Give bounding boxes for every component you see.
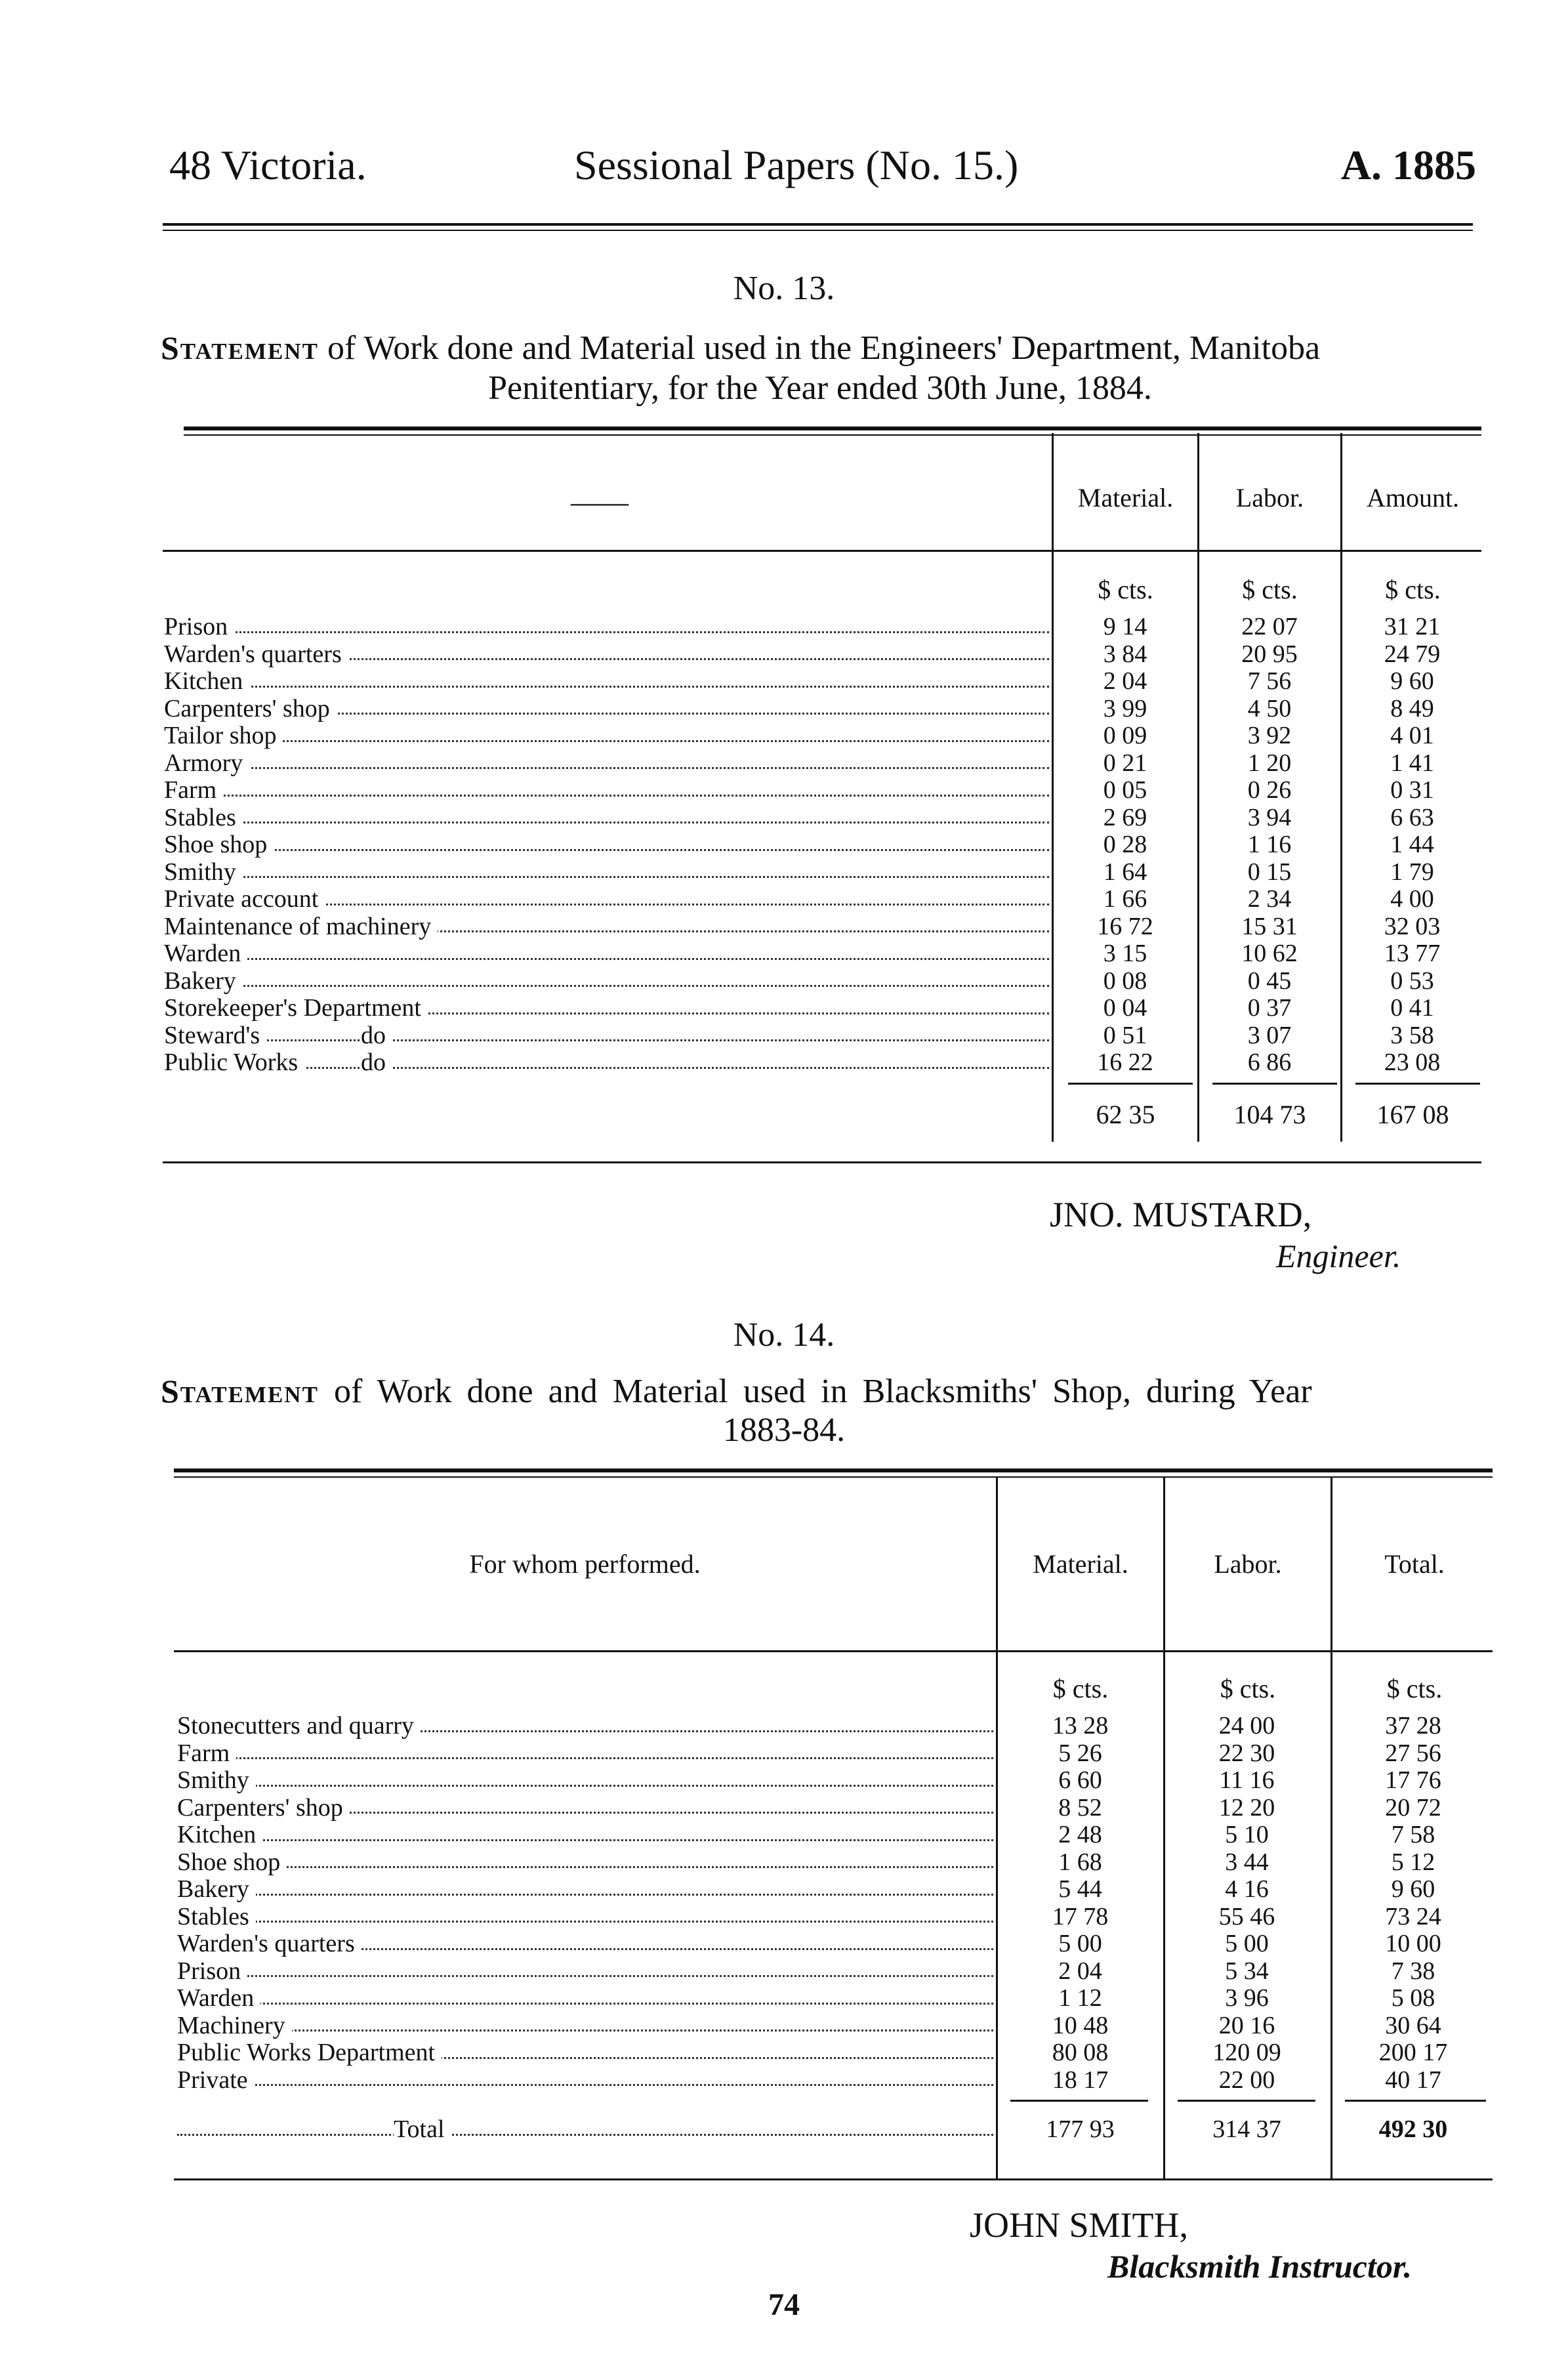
table-row bbox=[177, 1767, 1496, 1795]
table-row bbox=[177, 1822, 1496, 1849]
cell-material: 16 22 bbox=[1097, 1049, 1153, 1076]
cell-labor: 55 46 bbox=[1218, 1902, 1275, 1930]
table-row bbox=[164, 859, 1483, 886]
cell-amount: 32 03 bbox=[1384, 912, 1441, 940]
table14-bottom-rule bbox=[174, 2178, 1493, 2180]
table13-stub-mark: —— bbox=[571, 486, 629, 518]
cell-material: 5 44 bbox=[1058, 1875, 1102, 1903]
row-label: Farm bbox=[177, 1740, 997, 1768]
cell-amount: 31 21 bbox=[1384, 613, 1441, 640]
table-row bbox=[164, 614, 1483, 641]
cell-material: 9 14 bbox=[1103, 613, 1147, 640]
cell-labor: 10 62 bbox=[1241, 940, 1298, 967]
statement13-signature-title: Engineer. bbox=[1276, 1238, 1401, 1274]
cell-material: 0 08 bbox=[1103, 967, 1147, 995]
table-row bbox=[177, 1958, 1496, 1986]
table14-top-rule-thin bbox=[174, 1476, 1493, 1478]
cell-amount: 3 58 bbox=[1390, 1021, 1434, 1049]
cell-amount: 0 53 bbox=[1390, 967, 1434, 995]
cell-labor: 7 56 bbox=[1247, 667, 1292, 695]
cell-total: 37 28 bbox=[1385, 1712, 1441, 1739]
cell-labor: 0 37 bbox=[1247, 994, 1292, 1022]
cell-labor: 3 94 bbox=[1247, 803, 1292, 831]
row-label: Kitchen bbox=[164, 668, 1053, 696]
statement13-caption bbox=[161, 328, 1479, 368]
table13-total-amount: 167 08 bbox=[1376, 1100, 1449, 1129]
table13-top-rule-thin bbox=[184, 434, 1481, 436]
table14-total-material: 177 93 bbox=[1046, 2115, 1115, 2143]
header-right: A. 1885 bbox=[1340, 142, 1476, 188]
table14-total-rule-material bbox=[1010, 2100, 1148, 2102]
cell-material: 18 17 bbox=[1052, 2066, 1109, 2094]
table13-top-rule bbox=[184, 427, 1481, 430]
table13-total-rule-amount bbox=[1355, 1083, 1480, 1085]
cell-total: 200 17 bbox=[1378, 2039, 1448, 2066]
table14-col-material: Material. bbox=[1033, 1549, 1128, 1579]
row-label: Storekeeper's Department bbox=[164, 995, 1053, 1022]
cell-amount: 23 08 bbox=[1384, 1049, 1441, 1076]
table-row bbox=[177, 1849, 1496, 1877]
cell-material: 2 04 bbox=[1103, 667, 1147, 695]
cell-labor: 4 16 bbox=[1225, 1875, 1269, 1903]
table-row bbox=[177, 1904, 1496, 1931]
table-row bbox=[164, 641, 1483, 669]
statement14-caption bbox=[161, 1371, 1486, 1411]
row-label: Private account bbox=[164, 886, 1053, 913]
cell-material: 16 72 bbox=[1097, 912, 1153, 940]
table-row bbox=[164, 722, 1483, 750]
row-label: Warden's quarters bbox=[177, 1930, 997, 1958]
statement13-caption-line2: Penitentiary, for the Year ended 30th June, 1884. bbox=[488, 369, 1152, 407]
statement13-signature-name: JNO. MUSTARD, bbox=[1050, 1195, 1312, 1234]
row-label: Bakery bbox=[164, 968, 1053, 995]
header-center: Sessional Papers (No. 15.) bbox=[574, 142, 1019, 188]
cell-labor: 3 44 bbox=[1225, 1848, 1269, 1876]
table13-header-rule bbox=[163, 550, 1481, 552]
row-label: Stables bbox=[177, 1904, 997, 1931]
cell-total: 30 64 bbox=[1385, 2011, 1441, 2039]
row-label: Tailor shop bbox=[164, 722, 1053, 750]
cell-amount: 8 49 bbox=[1390, 694, 1434, 722]
table13-col-amount: Amount. bbox=[1366, 483, 1460, 512]
table13-bottom-rule bbox=[163, 1161, 1481, 1163]
cell-total: 20 72 bbox=[1385, 1793, 1441, 1822]
cell-amount: 9 60 bbox=[1390, 667, 1434, 695]
cell-amount: 13 77 bbox=[1384, 940, 1441, 967]
cell-labor: 2 34 bbox=[1247, 885, 1292, 913]
cell-labor: 120 09 bbox=[1212, 2039, 1281, 2066]
row-label: Kitchen bbox=[177, 1822, 997, 1849]
cell-labor: 24 00 bbox=[1218, 1712, 1275, 1739]
table-row bbox=[164, 831, 1483, 859]
row-label: Shoe shop bbox=[177, 1849, 997, 1877]
table-row bbox=[164, 668, 1483, 696]
cell-material: 0 21 bbox=[1103, 749, 1147, 777]
cell-total: 17 76 bbox=[1385, 1766, 1441, 1794]
table-row bbox=[164, 913, 1483, 941]
cell-amount: 4 00 bbox=[1390, 885, 1434, 913]
cell-labor: 0 45 bbox=[1247, 967, 1292, 995]
cell-labor: 1 20 bbox=[1247, 749, 1292, 777]
table-row bbox=[177, 2039, 1496, 2067]
table-row bbox=[164, 1049, 1483, 1077]
row-label: Prison bbox=[164, 614, 1053, 641]
table13-col-labor: Labor. bbox=[1235, 483, 1304, 512]
row-label: Private bbox=[177, 2067, 997, 2094]
cell-amount: 1 41 bbox=[1390, 749, 1434, 777]
cell-material: 2 04 bbox=[1058, 1957, 1102, 1985]
cell-labor: 3 96 bbox=[1225, 1984, 1269, 2012]
statement13-caption-sc: Statement bbox=[161, 329, 319, 366]
row-label: Stables bbox=[164, 804, 1053, 832]
statement14-signature-title: Blacksmith Instructor. bbox=[1107, 2248, 1413, 2285]
cell-total: 5 08 bbox=[1391, 1984, 1435, 2012]
row-label: Machinery bbox=[177, 2012, 997, 2040]
row-label: Carpenters' shop bbox=[164, 696, 1053, 723]
cell-labor: 5 00 bbox=[1225, 1930, 1269, 1957]
table-row bbox=[164, 777, 1483, 804]
table-row bbox=[164, 696, 1483, 723]
row-label: Warden's quarters bbox=[164, 641, 1053, 669]
cell-total: 9 60 bbox=[1391, 1875, 1435, 1903]
cell-labor: 1 16 bbox=[1247, 831, 1292, 858]
cell-material: 6 60 bbox=[1058, 1766, 1102, 1794]
row-label: Smithy bbox=[177, 1767, 997, 1795]
cell-total: 73 24 bbox=[1385, 1902, 1441, 1930]
cell-labor: 0 26 bbox=[1247, 776, 1292, 804]
statement14-total-row bbox=[177, 2116, 1496, 2144]
table-row bbox=[177, 2067, 1496, 2094]
cell-material: 2 69 bbox=[1103, 803, 1147, 831]
cell-labor: 22 07 bbox=[1241, 613, 1298, 640]
cell-material: 0 51 bbox=[1103, 1021, 1147, 1049]
cell-material: 80 08 bbox=[1052, 2039, 1109, 2066]
table14-total-rule-labor bbox=[1178, 2100, 1315, 2102]
row-label: Public Works do bbox=[164, 1049, 1053, 1077]
statement13-table bbox=[164, 614, 1483, 1077]
cell-material: 10 48 bbox=[1052, 2011, 1109, 2039]
cell-material: 13 28 bbox=[1052, 1712, 1109, 1739]
table13-total-material: 62 35 bbox=[1096, 1100, 1155, 1129]
table13-total-rule-labor bbox=[1212, 1083, 1337, 1085]
table13-units-labor: $ cts. bbox=[1242, 575, 1298, 604]
row-label: Prison bbox=[177, 1958, 997, 1986]
table13-col-material: Material. bbox=[1077, 483, 1174, 512]
statement14-caption-sc: Statement bbox=[161, 1373, 319, 1409]
header-rule-bottom bbox=[163, 230, 1473, 231]
cell-amount: 4 01 bbox=[1390, 722, 1434, 749]
table-row bbox=[164, 968, 1483, 995]
cell-labor: 4 50 bbox=[1247, 694, 1292, 722]
table14-col-total: Total. bbox=[1384, 1549, 1445, 1579]
row-label: Farm bbox=[164, 777, 1053, 804]
row-label: Armory bbox=[164, 750, 1053, 778]
row-label: Warden bbox=[177, 1985, 997, 2012]
cell-amount: 6 63 bbox=[1390, 803, 1434, 831]
cell-total: 7 38 bbox=[1391, 1957, 1435, 1985]
row-label: Smithy bbox=[164, 859, 1053, 886]
table14-total-label: Total bbox=[177, 2116, 997, 2144]
table14-stub-header: For whom performed. bbox=[469, 1549, 701, 1579]
cell-material: 17 78 bbox=[1052, 1902, 1109, 1930]
table14-col-labor: Labor. bbox=[1214, 1549, 1282, 1579]
table14-total-rule-total bbox=[1345, 2100, 1486, 2102]
row-label: Carpenters' shop bbox=[177, 1795, 997, 1822]
cell-material: 2 48 bbox=[1058, 1821, 1102, 1848]
table-row bbox=[177, 2012, 1496, 2040]
table14-units-material: $ cts. bbox=[1052, 1674, 1109, 1703]
header-left: 48 Victoria. bbox=[169, 142, 367, 188]
table14-header-rule bbox=[174, 1650, 1493, 1652]
cell-material: 0 05 bbox=[1103, 776, 1147, 804]
cell-material: 3 99 bbox=[1103, 694, 1147, 722]
cell-amount: 1 44 bbox=[1390, 831, 1434, 858]
table13-total-rule-material bbox=[1068, 1083, 1193, 1085]
cell-labor: 6 86 bbox=[1247, 1049, 1292, 1076]
cell-labor: 0 15 bbox=[1247, 858, 1292, 886]
cell-labor: 20 95 bbox=[1241, 640, 1298, 668]
cell-total: 10 00 bbox=[1385, 1930, 1441, 1957]
header-rule-top bbox=[163, 223, 1473, 226]
cell-labor: 22 30 bbox=[1218, 1739, 1275, 1767]
cell-material: 1 64 bbox=[1103, 858, 1147, 886]
cell-material: 3 84 bbox=[1103, 640, 1147, 668]
statement14-number: No. 14. bbox=[733, 1316, 835, 1354]
table13-total-labor: 104 73 bbox=[1233, 1100, 1306, 1129]
table-row bbox=[177, 1740, 1496, 1768]
statement14-table bbox=[177, 1713, 1496, 2094]
table14-total-total: 492 30 bbox=[1378, 2115, 1448, 2143]
cell-material: 5 26 bbox=[1058, 1739, 1102, 1767]
cell-total: 27 56 bbox=[1385, 1739, 1441, 1767]
statement13-number: No. 13. bbox=[733, 270, 835, 307]
row-label: Shoe shop bbox=[164, 831, 1053, 859]
table-row bbox=[177, 1713, 1496, 1740]
cell-labor: 5 10 bbox=[1225, 1821, 1269, 1848]
table13-units-amount: $ cts. bbox=[1385, 575, 1441, 604]
page-number: 74 bbox=[768, 2287, 800, 2322]
table-row bbox=[177, 1930, 1496, 1958]
cell-labor: 22 00 bbox=[1218, 2066, 1275, 2094]
cell-material: 8 52 bbox=[1058, 1793, 1102, 1822]
cell-labor: 3 07 bbox=[1247, 1021, 1292, 1049]
cell-material: 0 04 bbox=[1103, 994, 1147, 1022]
row-label: Maintenance of machinery bbox=[164, 913, 1053, 941]
table14-units-total: $ cts. bbox=[1386, 1674, 1443, 1703]
table-row bbox=[177, 1795, 1496, 1822]
cell-total: 5 12 bbox=[1391, 1848, 1435, 1876]
table-row bbox=[164, 886, 1483, 913]
cell-material: 0 28 bbox=[1103, 831, 1147, 858]
row-label: Public Works Department bbox=[177, 2039, 997, 2067]
statement14-caption-rest: of Work done and Material used in Blacksmiths' Shop, during Year bbox=[333, 1373, 1312, 1410]
cell-amount: 0 41 bbox=[1390, 994, 1434, 1022]
table14-top-rule bbox=[174, 1468, 1493, 1472]
table-row bbox=[164, 804, 1483, 832]
cell-labor: 15 31 bbox=[1241, 912, 1298, 940]
table14-total-labor: 314 37 bbox=[1212, 2115, 1281, 2143]
table13-units-material: $ cts. bbox=[1098, 575, 1153, 604]
cell-labor: 5 34 bbox=[1225, 1957, 1269, 1985]
table-row bbox=[164, 995, 1483, 1022]
cell-labor: 11 16 bbox=[1219, 1766, 1275, 1794]
cell-material: 3 15 bbox=[1103, 940, 1147, 967]
cell-material: 1 68 bbox=[1058, 1848, 1102, 1876]
cell-amount: 24 79 bbox=[1384, 640, 1441, 668]
cell-material: 1 12 bbox=[1058, 1984, 1102, 2012]
row-label: Steward's do bbox=[164, 1022, 1053, 1050]
row-label: Warden bbox=[164, 940, 1053, 968]
table-row bbox=[164, 750, 1483, 778]
cell-labor: 20 16 bbox=[1218, 2011, 1275, 2039]
cell-labor: 12 20 bbox=[1218, 1793, 1275, 1822]
cell-material: 5 00 bbox=[1058, 1930, 1102, 1957]
cell-amount: 0 31 bbox=[1390, 776, 1434, 804]
table14-units-labor: $ cts. bbox=[1220, 1674, 1276, 1703]
table-row bbox=[177, 1876, 1496, 1904]
table-row bbox=[164, 1022, 1483, 1050]
statement14-caption-line2: 1883-84. bbox=[722, 1411, 846, 1449]
statement13-caption-rest: of Work done and Material used in the Engineers' Department, Manitoba bbox=[327, 329, 1321, 367]
cell-material: 1 66 bbox=[1103, 885, 1147, 913]
cell-labor: 3 92 bbox=[1247, 722, 1292, 749]
row-label: Stonecutters and quarry bbox=[177, 1713, 997, 1740]
table-row bbox=[164, 940, 1483, 968]
cell-amount: 1 79 bbox=[1390, 858, 1434, 886]
cell-total: 40 17 bbox=[1385, 2066, 1441, 2094]
statement14-signature-name: JOHN SMITH, bbox=[970, 2205, 1189, 2245]
row-label: Bakery bbox=[177, 1876, 997, 1904]
cell-material: 0 09 bbox=[1103, 722, 1147, 749]
cell-total: 7 58 bbox=[1391, 1821, 1435, 1848]
table-row bbox=[177, 1985, 1496, 2012]
